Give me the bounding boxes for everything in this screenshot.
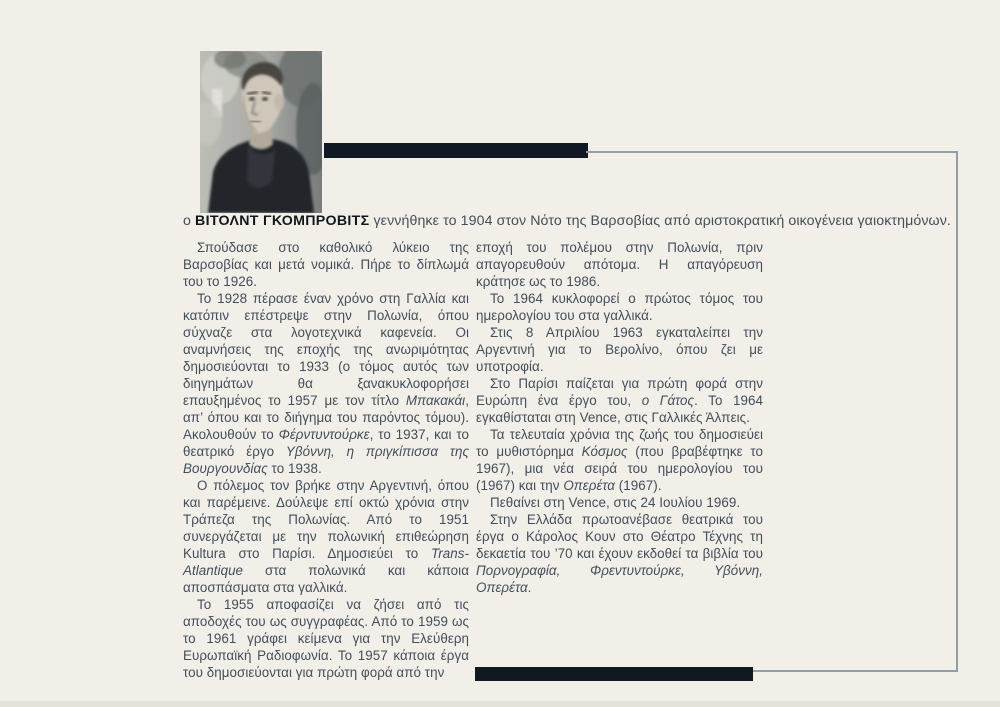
author-name: ΒΙΤΟΛΝΤ ΓΚΟΜΠΡΟΒΙΤΣ (195, 213, 370, 229)
bottom-black-bar (475, 667, 753, 681)
italic-title-run: Πορνογραφία, Φρεντυντούρκε, Υβόννη, Οπερέτα (476, 563, 763, 595)
text-run: (που βραβέφτηκε το 1967), μια νέα σειρά του ημερολογίου του (1967) και την (476, 444, 763, 493)
paragraph (476, 324, 763, 375)
paragraph (476, 239, 763, 290)
italic-title-run: Μπακακάι (405, 393, 466, 408)
italic-title-run: Φέρντυντούρκε (278, 427, 370, 442)
scan-bottom-edge (0, 701, 1000, 707)
paragraph (476, 511, 763, 596)
text-run: στα πολωνικά και κάποια αποσπάσματα στα γαλλικά. (183, 563, 469, 595)
italic-title-run: Κόσμος (581, 444, 628, 459)
right-column (476, 239, 763, 596)
portrait-photo-image (200, 51, 322, 213)
text-run: εποχή του πολέμου στην Πολωνία, πριν απαγορευθούν απότομα. Η απαγόρευση κράτησε ως το 1986. (476, 240, 763, 289)
portrait-photo (200, 51, 322, 213)
paragraph (183, 477, 469, 596)
paragraph (183, 596, 469, 681)
text-run: Στις 8 Απριλίου 1963 εγκαταλείπει την Αργεντινή για το Βερολίνο, όπου ζει με υποτροφία. (476, 325, 763, 374)
text-run: το 1938. (267, 461, 322, 476)
italic-title-run: Trans-Atlantique (183, 546, 469, 578)
intro-line (183, 213, 998, 229)
text-run: Στην Ελλάδα πρωτοανέβασε θεατρικά του έργα ο Κάρολος Κουν στο Θέατρο Τέχνης τη δεκαετία του ’70 και έχουν εκδοθεί τα βιβλία του (476, 512, 763, 561)
frame-rule-top (586, 151, 957, 153)
frame-rule-bottom (752, 670, 957, 672)
text-run: (1967). (614, 478, 662, 493)
intro-article: ο (183, 213, 191, 229)
text-run: Στο Παρίσι παίζεται για πρώτη φορά στην Ευρώπη ένα έργο του, (476, 376, 763, 408)
text-run: Σπούδασε στο καθολικό λύκειο της Βαρσοβίας και μετά νομικά. Πήρε το δίπλωμά του το 1926. (183, 240, 469, 289)
text-run: Το 1964 κυκλοφορεί ο πρώτος τόμος του ημερολογίου του στα γαλλικά. (476, 291, 763, 323)
paragraph (183, 290, 469, 477)
intro-tail: γεννήθηκε το 1904 στον Νότο της Βαρσοβίας από αριστοκρατική οικογένεια γαιοκτημόνων. (373, 213, 951, 229)
italic-title-run: Οπερέτα (563, 478, 615, 493)
paragraph (476, 426, 763, 494)
text-run: Τα τελευταία χρόνια της ζωής του δημοσιεύει το μυθιστόρημα (476, 427, 763, 459)
paragraph (476, 290, 763, 324)
text-run: Το 1955 αποφασίζει να ζήσει από τις αποδοχές του ως συγγραφέας. Από το 1959 ως το 1961 γράφει κείμενα για την Ελεύθερη Ευρωπαϊκή Ραδιοφωνία. Το 1957 κάποια έργα του δημοσιεύονται για πρώτη φορά από την (183, 597, 469, 680)
italic-title-run: ο Γάτος (641, 393, 695, 408)
text-run: Ο πόλεμος τον βρήκε στην Αργεντινή, όπου και παρέμεινε. Δούλεψε επί οκτώ χρόνια στην Τράπεζα της Πολωνίας. Από το 1951 συνεργάζεται με την πολωνική επιθεώρηση Kultura στο Παρίσι. Δημοσιεύει το (183, 478, 469, 561)
left-column (183, 239, 469, 681)
text-run: , απ’ όπου και το διήγημα του παρόντος τόμου). Ακολουθούν το (183, 393, 469, 442)
top-black-bar (324, 143, 588, 158)
italic-title-run: Υβόννη, η πριγκίπισσα της Βουργουνδίας (183, 444, 470, 476)
text-run: Πεθαίνει στη Vence, στις 24 Ιουλίου 1969. (490, 495, 741, 510)
paragraph (476, 375, 763, 426)
text-run: . (527, 580, 532, 595)
text-run: , το 1937, και το θεατρικό έργο (183, 427, 469, 459)
text-run: Το 1928 πέρασε έναν χρόνο στη Γαλλία και κατόπιν επέστρεψε στην Πολωνία, όπου σύχναζε στα λογοτεχνικά καφενεία. Οι αναμνήσεις της εποχής της ανωριμότητας δημοσιεύονται το 1933 (ο τόμος αυτός των διηγημάτων θα ξανακυκλοφορήσει επαυξημένος το 1957 με τον τίτλο (183, 291, 469, 408)
text-run: . Το 1964 εγκαθίσταται στη Vence, στις Γαλλικές Άλπεις. (476, 393, 763, 425)
paragraph (476, 494, 763, 511)
paragraph (183, 239, 469, 290)
frame-rule-right (956, 151, 958, 672)
